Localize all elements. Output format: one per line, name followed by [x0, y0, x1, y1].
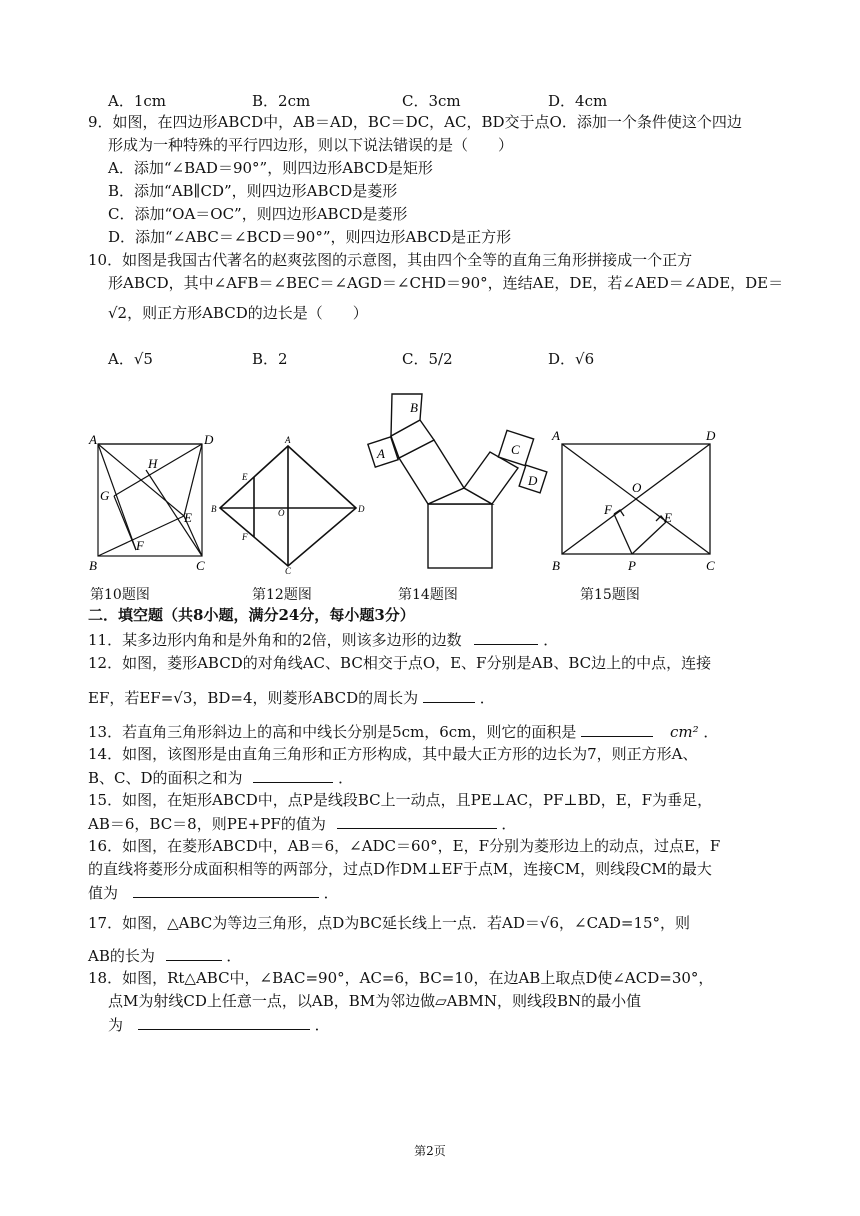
q9-option-b: B．添加“AB∥CD”，则四边形ABCD是菱形	[108, 182, 398, 200]
fig10-point-g: G	[100, 488, 110, 503]
fig14-square-b: B	[410, 400, 418, 415]
q10-line2: 形ABCD，其中∠AFB＝∠BEC＝∠AGD＝∠CHD＝90°，连结AE，DE，若∠AED＝∠ADE，DE＝	[108, 274, 784, 292]
fig10-point-d: D	[204, 432, 214, 447]
q9-line1: 9．如图，在四边形ABCD中，AB＝AD，BC＝DC，AC，BD交于点O．添加一个条件使这个四边	[88, 113, 742, 131]
fig12-point-c: C	[285, 566, 292, 574]
q11-period: ．	[543, 631, 559, 649]
fig15-point-e: E	[664, 510, 672, 525]
q12-line2-row	[88, 688, 495, 707]
q14-period: ．	[338, 769, 354, 787]
q17-period: ．	[226, 947, 242, 965]
q8-option-c: C．3cm	[402, 92, 461, 110]
q11-text	[88, 630, 558, 649]
q18-line3: 为	[108, 1016, 124, 1034]
fig15-point-o: O	[632, 480, 642, 495]
fig10-point-e: E	[184, 510, 192, 525]
caption-fig10: 第10题图	[90, 587, 150, 603]
fig12-point-d: D	[358, 504, 365, 514]
fig12-point-b: B	[211, 504, 217, 514]
fig15-point-p: P	[628, 558, 636, 573]
caption-fig14: 第14题图	[398, 587, 458, 603]
q12-answer-blank[interactable]	[423, 688, 475, 703]
fig12-point-a: A	[285, 435, 291, 445]
q13-answer-blank[interactable]	[581, 722, 653, 737]
q8-option-a: A．1cm	[108, 92, 167, 110]
q8-option-d: D．4cm	[548, 92, 608, 110]
q17-line2: AB的长为	[88, 947, 155, 965]
caption-fig15: 第15题图	[580, 587, 640, 603]
page-number: 第2页	[414, 1144, 446, 1158]
q18-line3-row	[108, 1015, 330, 1034]
fig15-point-b: B	[552, 558, 560, 573]
q10-line1: 10．如图是我国古代著名的赵爽弦图的示意图，其由四个全等的直角三角形拼接成一个正方	[88, 251, 693, 269]
q14-answer-blank[interactable]	[253, 768, 333, 783]
q17-line1: 17．如图，△ABC为等边三角形，点D为BC延长线上一点．若AD＝√6，∠CAD=15°，则	[88, 914, 691, 932]
fig10-point-b: B	[89, 558, 97, 573]
fig14-square-a: A	[377, 446, 385, 461]
fig14-square-c: C	[511, 442, 520, 457]
q13-row	[88, 722, 718, 741]
fig10-point-a: A	[89, 432, 97, 447]
q16-line1: 16．如图，在菱形ABCD中，AB＝6，∠ADC＝60°，E，F分别为菱形边上的动点，过点E，F	[88, 837, 721, 855]
fig12-point-f: F	[242, 532, 248, 542]
q13-line: 13．若直角三角形斜边上的高和中线长分别是5cm，6cm，则它的面积是	[88, 723, 577, 741]
fig12-point-o: O	[278, 508, 285, 518]
q16-line3: 值为	[88, 884, 119, 902]
q10-option-d: D．√6	[548, 350, 595, 368]
figure-14	[366, 392, 552, 574]
q10-option-a: A．√5	[108, 350, 153, 368]
q9-option-d: D．添加“∠ABC＝∠BCD＝90°”，则四边形ABCD是正方形	[108, 228, 512, 246]
q10-line3: √2，则正方形ABCD的边长是（ ）	[108, 304, 368, 322]
q12-period: ．	[479, 689, 495, 707]
figure-10	[86, 432, 216, 574]
q10-option-c: C．5/2	[402, 350, 453, 368]
q18-line1: 18．如图，Rt△ABC中，∠BAC=90°，AC=6，BC=10，在边AB上取点D使∠ACD=30°，	[88, 969, 714, 987]
fig15-point-f: F	[604, 502, 612, 517]
q15-period: ．	[501, 815, 517, 833]
q13-period: ．	[703, 723, 719, 741]
q17-line2-row	[88, 946, 241, 965]
fig10-point-h: H	[148, 456, 158, 471]
q14-line2-row	[88, 768, 353, 787]
fig12-point-e: E	[242, 472, 248, 482]
fig14-square-d: D	[528, 473, 538, 488]
q17-answer-blank[interactable]	[166, 946, 222, 961]
q9-option-c: C．添加“OA＝OC”，则四边形ABCD是菱形	[108, 205, 408, 223]
q14-line2: B、C、D的面积之和为	[88, 769, 243, 787]
q15-answer-blank[interactable]	[337, 814, 497, 829]
q15-line2: AB＝6，BC＝8，则PE+PF的值为	[88, 815, 326, 833]
fig15-point-d: D	[706, 428, 716, 443]
q11-answer-blank[interactable]	[474, 630, 538, 645]
q13-unit: cm²	[670, 723, 699, 741]
figure-15	[546, 426, 726, 576]
fig10-point-c: C	[196, 558, 205, 573]
q18-answer-blank[interactable]	[138, 1015, 310, 1030]
q16-answer-blank[interactable]	[133, 883, 319, 898]
q10-option-b: B．2	[252, 350, 288, 368]
q18-period: ．	[314, 1016, 330, 1034]
q14-line1: 14．如图，该图形是由直角三角形和正方形构成，其中最大正方形的边长为7，则正方形A、	[88, 745, 698, 763]
fig15-point-a: A	[552, 428, 560, 443]
fig15-point-c: C	[706, 558, 715, 573]
q9-option-a: A．添加“∠BAD＝90°”，则四边形ABCD是矩形	[108, 159, 433, 177]
q12-line2: EF，若EF=√3，BD=4，则菱形ABCD的周长为	[88, 689, 419, 707]
figure-12	[208, 432, 368, 574]
q18-line2: 点M为射线CD上任意一点，以AB，BM为邻边做▱ABMN，则线段BN的最小值	[108, 992, 642, 1010]
fig10-point-f: F	[136, 538, 144, 553]
q16-line3-row	[88, 883, 339, 902]
q16-period: ．	[323, 884, 339, 902]
q8-option-b: B．2cm	[252, 92, 311, 110]
q9-line2: 形成为一种特殊的平行四边形，则以下说法错误的是（ ）	[108, 136, 514, 154]
caption-fig12: 第12题图	[252, 587, 312, 603]
q16-line2: 的直线将菱形分成面积相等的两部分，过点D作DM⊥EF于点M，连接CM，则线段CM的最大	[88, 860, 712, 878]
q11-line: 11．某多边形内角和是外角和的2倍，则该多边形的边数	[88, 631, 462, 649]
q15-line1: 15．如图，在矩形ABCD中，点P是线段BC上一动点，且PE⊥AC，PF⊥BD，E，F为垂足，	[88, 791, 713, 809]
q15-line2-row	[88, 814, 516, 833]
q12-line1: 12．如图，菱形ABCD的对角线AC、BC相交于点O，E、F分别是AB、BC边上的中点，连接	[88, 654, 712, 672]
section-2-title: 二．填空题（共8小题，满分24分，每小题3分）	[88, 606, 415, 624]
